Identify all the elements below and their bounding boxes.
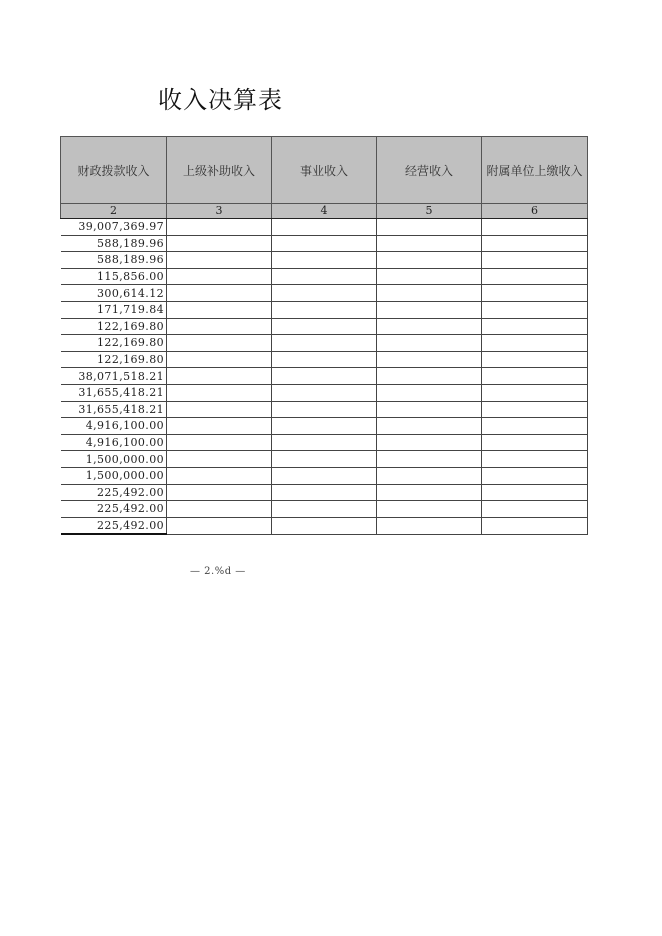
- empty-cell: [167, 434, 272, 451]
- empty-cell: [167, 219, 272, 236]
- empty-cell: [482, 401, 588, 418]
- column-number: 3: [167, 204, 272, 219]
- income-report-table: [60, 136, 588, 535]
- table-row: [61, 401, 588, 418]
- empty-cell: [377, 301, 482, 318]
- header-row: [61, 137, 588, 204]
- empty-cell: [272, 418, 377, 435]
- fiscal-appropriation-value: 122,169.80: [61, 318, 167, 335]
- empty-cell: [377, 501, 482, 518]
- empty-cell: [167, 301, 272, 318]
- empty-cell: [482, 484, 588, 501]
- empty-cell: [377, 219, 482, 236]
- empty-cell: [482, 235, 588, 252]
- empty-cell: [272, 285, 377, 302]
- empty-cell: [482, 384, 588, 401]
- empty-cell: [377, 335, 482, 352]
- table-row: [61, 285, 588, 302]
- empty-cell: [272, 484, 377, 501]
- empty-cell: [272, 268, 377, 285]
- empty-cell: [167, 451, 272, 468]
- table-row: [61, 318, 588, 335]
- fiscal-appropriation-value: 225,492.00: [61, 517, 167, 534]
- fiscal-appropriation-value: 31,655,418.21: [61, 401, 167, 418]
- empty-cell: [272, 401, 377, 418]
- empty-cell: [482, 418, 588, 435]
- empty-cell: [167, 351, 272, 368]
- header-operating-income: 经营收入: [377, 137, 482, 204]
- table-row: [61, 268, 588, 285]
- empty-cell: [377, 451, 482, 468]
- empty-cell: [377, 235, 482, 252]
- table-row: [61, 384, 588, 401]
- empty-cell: [272, 335, 377, 352]
- table-row: [61, 467, 588, 484]
- empty-cell: [377, 351, 482, 368]
- empty-cell: [482, 285, 588, 302]
- empty-cell: [272, 301, 377, 318]
- empty-cell: [482, 467, 588, 484]
- header-superior-subsidy: 上级补助收入: [167, 137, 272, 204]
- table-row: [61, 301, 588, 318]
- empty-cell: [377, 268, 482, 285]
- fiscal-appropriation-value: 300,614.12: [61, 285, 167, 302]
- empty-cell: [167, 501, 272, 518]
- empty-cell: [167, 517, 272, 534]
- empty-cell: [167, 418, 272, 435]
- empty-cell: [272, 451, 377, 468]
- column-number: 4: [272, 204, 377, 219]
- empty-cell: [167, 318, 272, 335]
- empty-cell: [167, 467, 272, 484]
- fiscal-appropriation-value: 1,500,000.00: [61, 467, 167, 484]
- table-row: [61, 219, 588, 236]
- column-number: 5: [377, 204, 482, 219]
- empty-cell: [167, 285, 272, 302]
- empty-cell: [167, 368, 272, 385]
- empty-cell: [377, 418, 482, 435]
- empty-cell: [482, 335, 588, 352]
- empty-cell: [272, 235, 377, 252]
- table-row: [61, 451, 588, 468]
- column-number: 2: [61, 204, 167, 219]
- fiscal-appropriation-value: 122,169.80: [61, 335, 167, 352]
- empty-cell: [272, 351, 377, 368]
- table-row: [61, 484, 588, 501]
- empty-cell: [272, 501, 377, 518]
- empty-cell: [482, 318, 588, 335]
- empty-cell: [272, 517, 377, 534]
- empty-cell: [272, 252, 377, 269]
- fiscal-appropriation-value: 225,492.00: [61, 501, 167, 518]
- table-body: [61, 219, 588, 535]
- table-row: [61, 235, 588, 252]
- fiscal-appropriation-value: 225,492.00: [61, 484, 167, 501]
- empty-cell: [482, 451, 588, 468]
- empty-cell: [482, 351, 588, 368]
- table-row: [61, 418, 588, 435]
- column-number: 6: [482, 204, 588, 219]
- page-footer: — 2.%d —: [190, 566, 246, 577]
- empty-cell: [272, 318, 377, 335]
- empty-cell: [167, 384, 272, 401]
- empty-cell: [482, 268, 588, 285]
- fiscal-appropriation-value: 38,071,518.21: [61, 368, 167, 385]
- empty-cell: [377, 285, 482, 302]
- empty-cell: [482, 368, 588, 385]
- fiscal-appropriation-value: 31,655,418.21: [61, 384, 167, 401]
- page-title: 收入决算表: [158, 86, 283, 114]
- empty-cell: [167, 335, 272, 352]
- table-row: [61, 252, 588, 269]
- empty-cell: [377, 318, 482, 335]
- fiscal-appropriation-value: 171,719.84: [61, 301, 167, 318]
- empty-cell: [482, 252, 588, 269]
- empty-cell: [482, 219, 588, 236]
- empty-cell: [272, 467, 377, 484]
- fiscal-appropriation-value: 39,007,369.97: [61, 219, 167, 236]
- table-row: [61, 368, 588, 385]
- table-row: [61, 517, 588, 534]
- fiscal-appropriation-value: 122,169.80: [61, 351, 167, 368]
- table-row: [61, 434, 588, 451]
- fiscal-appropriation-value: 588,189.96: [61, 252, 167, 269]
- header-fiscal-appropriation: 财政拨款收入: [61, 137, 167, 204]
- empty-cell: [377, 517, 482, 534]
- table-row: [61, 351, 588, 368]
- empty-cell: [167, 252, 272, 269]
- empty-cell: [482, 434, 588, 451]
- empty-cell: [167, 235, 272, 252]
- table-row: [61, 501, 588, 518]
- empty-cell: [377, 434, 482, 451]
- header-affiliated-remittance: 附属单位上缴收入: [482, 137, 588, 204]
- empty-cell: [167, 484, 272, 501]
- empty-cell: [377, 467, 482, 484]
- table-row: [61, 335, 588, 352]
- empty-cell: [272, 384, 377, 401]
- empty-cell: [272, 434, 377, 451]
- empty-cell: [377, 252, 482, 269]
- fiscal-appropriation-value: 4,916,100.00: [61, 434, 167, 451]
- column-number-row: [61, 204, 588, 219]
- empty-cell: [377, 368, 482, 385]
- fiscal-appropriation-value: 588,189.96: [61, 235, 167, 252]
- empty-cell: [482, 517, 588, 534]
- empty-cell: [377, 401, 482, 418]
- empty-cell: [167, 268, 272, 285]
- fiscal-appropriation-value: 1,500,000.00: [61, 451, 167, 468]
- fiscal-appropriation-value: 115,856.00: [61, 268, 167, 285]
- empty-cell: [272, 219, 377, 236]
- header-business-income: 事业收入: [272, 137, 377, 204]
- empty-cell: [482, 501, 588, 518]
- empty-cell: [167, 401, 272, 418]
- empty-cell: [482, 301, 588, 318]
- empty-cell: [272, 368, 377, 385]
- empty-cell: [377, 484, 482, 501]
- empty-cell: [377, 384, 482, 401]
- fiscal-appropriation-value: 4,916,100.00: [61, 418, 167, 435]
